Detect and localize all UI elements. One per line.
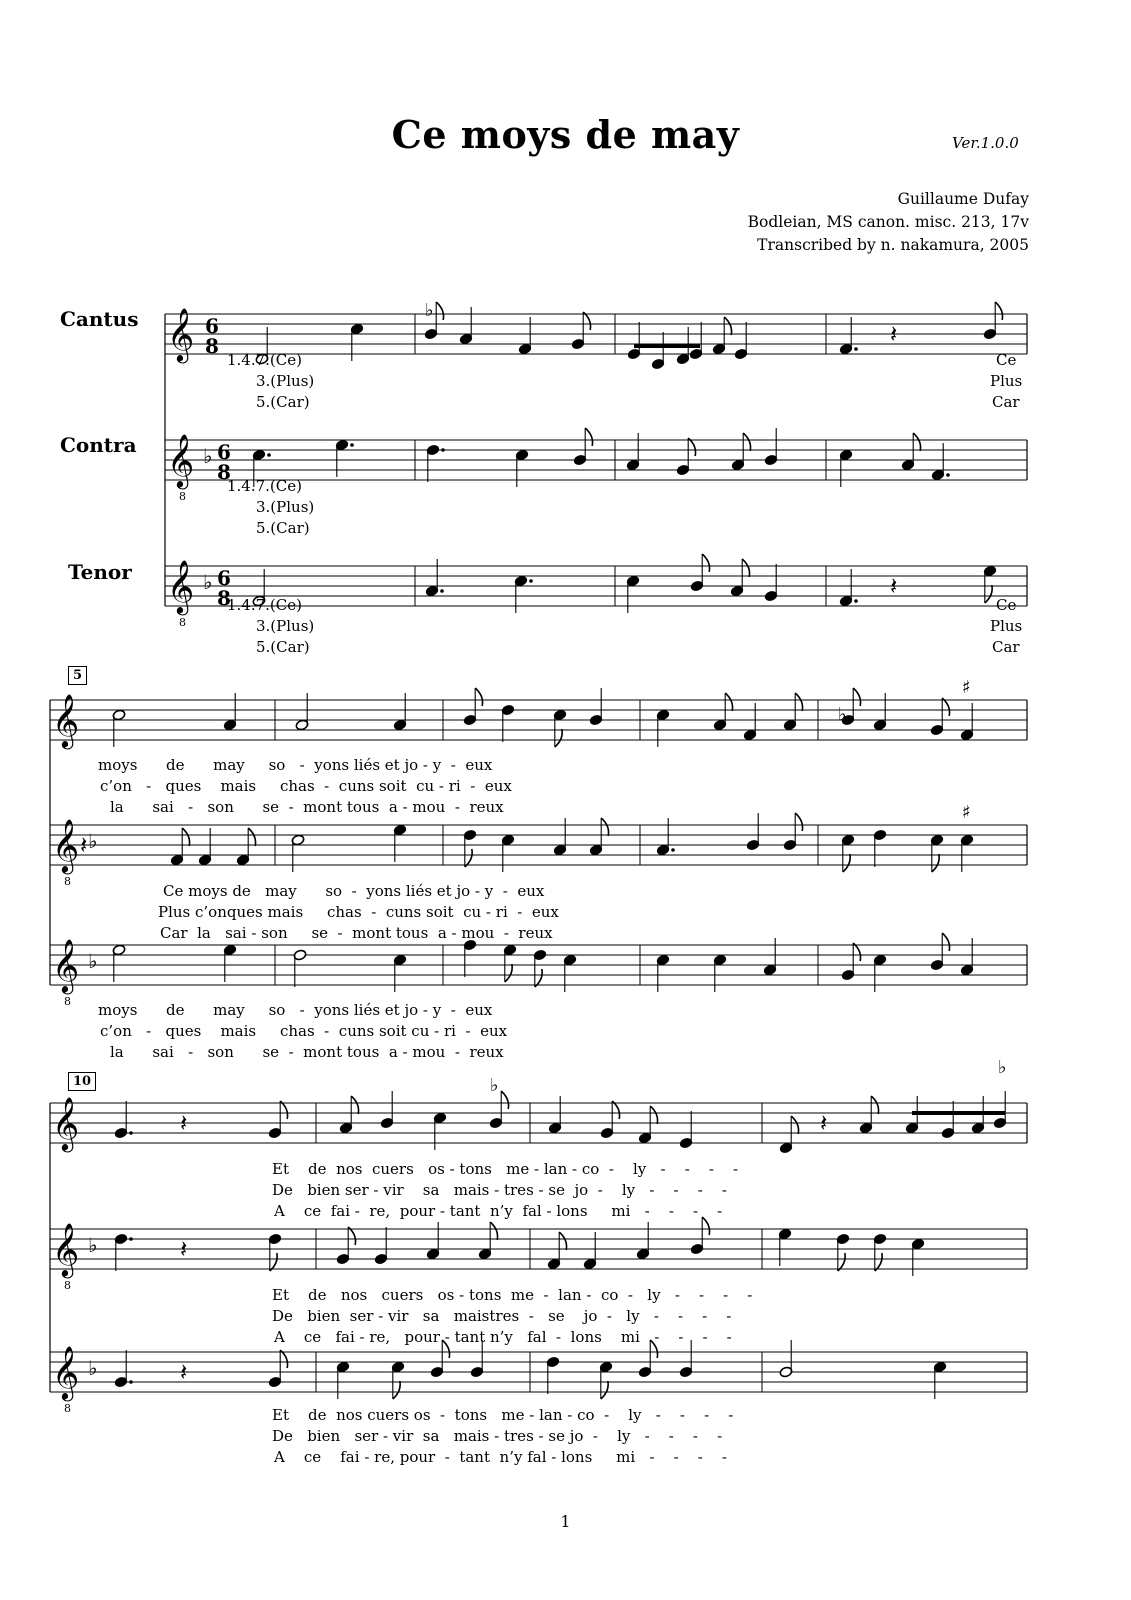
lyric-syllable: Car [992, 638, 1020, 656]
note-flag [853, 688, 860, 706]
note-flag [853, 943, 860, 961]
augmentation-dot [854, 599, 858, 603]
augmentation-dot [671, 848, 675, 852]
page-number: 1 [560, 1512, 571, 1531]
time-signature-numerator: 6 [205, 314, 219, 338]
source: Bodleian, MS canon. misc. 213, 17v [747, 213, 1029, 231]
note-flag [559, 1232, 566, 1250]
augmentation-dot [440, 589, 444, 593]
key-signature-flat-icon: ♭ [88, 829, 98, 853]
lyric-line: Plus c’onques mais chas - cuns soit cu - ri - eux [158, 903, 559, 921]
lyric-line: moys de may so - yons liés et jo - y - eux [98, 1001, 493, 1019]
note-flag [942, 933, 949, 951]
augmentation-dot [854, 347, 858, 351]
composer: Guillaume Dufay [897, 190, 1029, 208]
augmentation-dot [129, 1131, 133, 1135]
note-flag [535, 969, 542, 987]
note-flag [583, 312, 590, 330]
note-flag [985, 585, 992, 603]
lyric-verse-marker: 1.4.7.(Ce) [227, 477, 302, 495]
note-flag [650, 1106, 657, 1124]
part-name-tenor: Tenor [68, 560, 132, 584]
quarter-rest-icon: 𝄽 [180, 1358, 188, 1386]
augmentation-dot [529, 579, 533, 583]
treble-clef-icon: 𝄞 [167, 307, 195, 361]
lyric-line: Et de nos cuers os - tons me - lan - co - ly - - - - [272, 1406, 734, 1424]
treble-clef-icon: 𝄞 [52, 1096, 80, 1150]
note-flag [791, 1116, 798, 1134]
note-flag [270, 1253, 277, 1271]
lyric-line: A ce fai - re, pour - tant n’y fal - lons mi - - - - [274, 1328, 732, 1346]
note-flag [942, 698, 949, 716]
lyric-line: Car la sai - son se - mont tous a - mou - reux [160, 924, 553, 942]
key-signature-flat-icon: ♭ [203, 444, 213, 468]
lyric-verse-marker: 5.(Car) [256, 519, 310, 537]
lyric-line: A ce fai - re, pour - tant n’y fal - lons mi - - - - [274, 1202, 723, 1220]
lyric-verse-marker: 1.4.7.(Ce) [227, 596, 302, 614]
note-flag [795, 813, 802, 831]
treble-clef-icon: 𝄞 [167, 433, 195, 487]
key-signature-flat-icon: ♭ [88, 1356, 98, 1380]
key-signature-flat-icon: ♭ [88, 949, 98, 973]
note-flag [393, 1381, 400, 1399]
octave-marker: 8 [64, 1279, 71, 1292]
flat-icon: ♭ [838, 704, 847, 725]
lyric-line: Ce moys de may so - yons liés et jo - y - eux [163, 882, 545, 900]
octave-marker: 8 [64, 1402, 71, 1415]
key-signature-flat-icon: ♭ [203, 570, 213, 594]
note-flag [475, 688, 482, 706]
note-flag [725, 693, 732, 711]
note-flag [871, 1096, 878, 1114]
note-flag [555, 729, 562, 747]
note-beam [634, 344, 700, 348]
time-signature-numerator: 6 [217, 566, 231, 590]
quarter-rest-icon: 𝄽 [80, 831, 88, 859]
augmentation-dot [129, 1237, 133, 1241]
note-flag [182, 828, 189, 846]
lyric-line: Et de nos cuers os - tons me - lan - co - ly - - - - [272, 1160, 739, 1178]
augmentation-dot [350, 443, 354, 447]
augmentation-dot [441, 448, 445, 452]
lyric-line: De bien ser - vir sa mais - tres - se jo - ly - - - - [272, 1181, 727, 1199]
version-label: Ver.1.0.0 [952, 134, 1019, 152]
treble-clef-icon: 𝄞 [52, 1222, 80, 1276]
lyric-line: c’on - ques mais chas - cuns soit cu - ri - eux [100, 1022, 508, 1040]
octave-marker: 8 [179, 616, 186, 629]
note-flag [465, 849, 472, 867]
note-flag [348, 1227, 355, 1245]
lyric-verse-marker: 5.(Car) [256, 638, 310, 656]
octave-marker: 8 [64, 875, 71, 888]
note-flag [490, 1222, 497, 1240]
quarter-rest-icon: 𝄽 [890, 572, 898, 600]
measure-number-5: 5 [68, 666, 87, 685]
lyric-line: moys de may so - yons liés et jo - y - eux [98, 756, 493, 774]
lyric-line: la sai - son se - mont tous a - mou - reux [110, 798, 504, 816]
lyric-syllable: Ce [996, 351, 1017, 369]
note-flag [501, 1091, 508, 1109]
lyric-syllable: Car [992, 393, 1020, 411]
note-flag [838, 1253, 845, 1271]
lyric-line: c’on - ques mais chas - cuns soit cu - ri - eux [100, 777, 512, 795]
augmentation-dot [129, 1380, 133, 1384]
treble-clef-icon: 𝄞 [52, 1345, 80, 1399]
note-flag [351, 1096, 358, 1114]
part-name-contra: Contra [60, 433, 137, 457]
measure-number-10: 10 [68, 1072, 96, 1091]
note-flag [601, 818, 608, 836]
augmentation-dot [267, 453, 271, 457]
lyric-verse-marker: 3.(Plus) [256, 372, 315, 390]
note-flag [742, 559, 749, 577]
note-flag [724, 317, 731, 335]
note-flag [436, 302, 443, 320]
octave-marker: 8 [179, 490, 186, 503]
note-flag [585, 428, 592, 446]
flat-icon: ♭ [490, 1075, 499, 1096]
lyric-syllable: Ce [996, 596, 1017, 614]
lyric-line: A ce fai - re, pour - tant n’y fal - lons mi - - - - [274, 1448, 727, 1466]
time-signature-denominator: 8 [217, 460, 231, 484]
lyric-syllable: Plus [990, 372, 1023, 390]
note-flag [913, 433, 920, 451]
note-flag [875, 1253, 882, 1271]
quarter-rest-icon: 𝄽 [890, 320, 898, 348]
lyric-verse-marker: 1.4.7.(Ce) [227, 351, 302, 369]
note-flag [702, 554, 709, 572]
lyric-verse-marker: 5.(Car) [256, 393, 310, 411]
sharp-icon: ♯ [962, 677, 971, 698]
treble-clef-icon: 𝄞 [52, 938, 80, 992]
note-flag [932, 854, 939, 872]
flat-icon: ♭ [998, 1057, 1007, 1078]
time-signature-denominator: 8 [205, 334, 219, 358]
note-flag [280, 1350, 287, 1368]
note-flag [248, 828, 255, 846]
note-flag [795, 693, 802, 711]
treble-clef-icon: 𝄞 [167, 559, 195, 613]
lyric-line: De bien ser - vir sa mais - tres - se jo - ly - - - - [272, 1427, 723, 1445]
quarter-rest-icon: 𝄽 [180, 1235, 188, 1263]
sharp-icon: ♯ [962, 802, 971, 823]
augmentation-dot [946, 473, 950, 477]
treble-clef-icon: 𝄞 [52, 693, 80, 747]
note-flag [612, 1101, 619, 1119]
treble-clef-icon: 𝄞 [52, 818, 80, 872]
note-flag [601, 1381, 608, 1399]
lyric-syllable: Plus [990, 617, 1023, 635]
lyric-line: De bien ser - vir sa maistres - se jo - ly - - - - [272, 1307, 732, 1325]
key-signature-flat-icon: ♭ [88, 1233, 98, 1257]
time-signature-numerator: 6 [217, 440, 231, 464]
note-beam [912, 1111, 1005, 1115]
lyric-line: la sai - son se - mont tous a - mou - reux [110, 1043, 504, 1061]
octave-marker: 8 [64, 995, 71, 1008]
note-flag [505, 964, 512, 982]
lyric-line: Et de nos cuers os - tons me - lan - co - ly - - - - [272, 1286, 753, 1304]
note-flag [843, 854, 850, 872]
page-title: Ce moys de may [391, 112, 740, 157]
transcriber: Transcribed by n. nakamura, 2005 [757, 236, 1029, 254]
quarter-rest-icon: 𝄽 [820, 1109, 828, 1137]
part-name-cantus: Cantus [60, 307, 139, 331]
lyric-verse-marker: 3.(Plus) [256, 498, 315, 516]
flat-icon: ♭ [425, 300, 434, 321]
quarter-rest-icon: 𝄽 [180, 1109, 188, 1137]
note-flag [688, 438, 695, 456]
note-flag [280, 1101, 287, 1119]
note-flag [743, 433, 750, 451]
time-signature-denominator: 8 [217, 586, 231, 610]
lyric-verse-marker: 3.(Plus) [256, 617, 315, 635]
note-flag [995, 302, 1002, 320]
